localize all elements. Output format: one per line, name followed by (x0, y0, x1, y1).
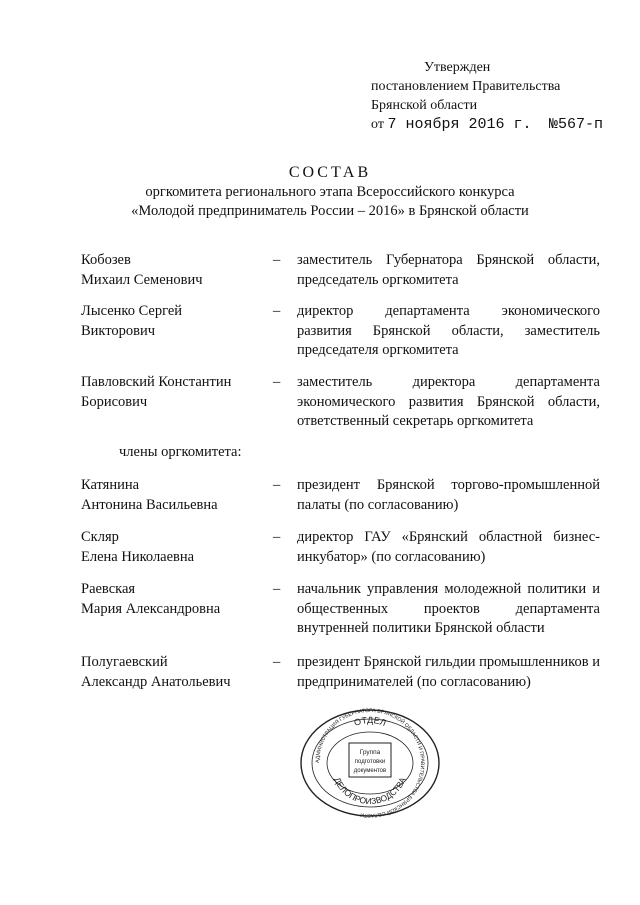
member-position: директор ГАУ «Брянский областной бизнес-инкубатор» (по согласованию) (297, 529, 600, 565)
row-dash: – (273, 581, 281, 597)
row-dash: – (273, 252, 281, 268)
stamp-bottom-word: ДЕЛОПРОИЗВОДСТВА (332, 775, 408, 807)
approval-line2: постановлением Правительства (371, 79, 561, 94)
office-stamp (299, 708, 441, 818)
member-position: заместитель Губернатора Брянской области, председатель оргкомитета (297, 252, 600, 288)
member-name (81, 528, 271, 567)
member-surname: Катянина (81, 477, 140, 493)
stamp-center-line2: подготовки (354, 759, 386, 765)
row-dash: – (273, 374, 281, 390)
stamp-center-line3: документов (353, 768, 387, 774)
member-name (81, 373, 271, 412)
row-dash: – (273, 303, 281, 319)
approval-from: от (371, 117, 384, 132)
document-title: СОСТАВ (288, 164, 372, 181)
member-name (81, 476, 271, 515)
row-dash: – (273, 477, 281, 493)
member-name (81, 580, 271, 619)
approval-block (371, 58, 603, 134)
member-surname: Скляр (81, 529, 119, 545)
stamp-center-line1: Группа (359, 749, 381, 756)
approval-date-line (371, 115, 603, 134)
member-surname: Раевская (81, 581, 136, 597)
member-given-names: Александр Анатольевич (81, 673, 231, 690)
member-surname: Кобозев (81, 252, 131, 268)
member-position: президент Брянской торгово-промышленной палаты (по согласованию) (297, 477, 600, 513)
member-given-names: Елена Николаевна (81, 548, 195, 565)
member-surname: Полугаевский (81, 654, 168, 670)
approval-number: №567-п (548, 116, 603, 133)
approval-line1: Утвержден (424, 60, 491, 75)
member-surname: Павловский Константин (81, 374, 232, 390)
member-name (81, 251, 271, 290)
stamp-top-word: ОТДЕЛ (352, 714, 388, 728)
member-given-names: Михаил Семенович (81, 271, 203, 288)
member-name (81, 302, 271, 341)
stamp-outer-text: АДМИНИСТРАЦИЯ ГУБЕРНАТОРА БРЯНСКОЙ ОБЛАСТИ И ПРАВИТЕЛЬСТВА БРЯНСКОЙ ОБЛАСТИ (314, 708, 426, 818)
document-subtitle-line1: оргкомитета регионального этапа Всероссийского конкурса (145, 184, 515, 200)
approval-date: 7 ноября 2016 г. (387, 116, 532, 133)
members-section-label: члены оргкомитета: (119, 444, 242, 460)
member-given-names: Антонина Васильевна (81, 496, 218, 513)
document-subtitle-line2: «Молодой предприниматель России – 2016» в Брянской области (131, 203, 529, 219)
member-given-names: Викторович (81, 322, 156, 339)
member-given-names: Мария Александровна (81, 600, 221, 617)
member-position: заместитель директора департамента экономического развития Брянской области, ответственный секретарь оргкомитета (297, 374, 600, 429)
member-given-names: Борисович (81, 393, 148, 410)
document-title-block (60, 163, 600, 221)
row-dash: – (273, 654, 281, 670)
approval-line3: Брянской области (371, 98, 478, 113)
member-position: президент Брянской гильдии промышленников и предпринимателей (по согласованию) (297, 654, 600, 690)
row-dash: – (273, 529, 281, 545)
member-position: начальник управления молодежной политики и общественных проектов департамента внутренней политики Брянской области (297, 581, 600, 636)
member-surname: Лысенко Сергей (81, 303, 183, 319)
member-position: директор департамента экономического развития Брянской области, заместитель председателя оргкомитета (297, 303, 600, 358)
member-name (81, 653, 271, 692)
